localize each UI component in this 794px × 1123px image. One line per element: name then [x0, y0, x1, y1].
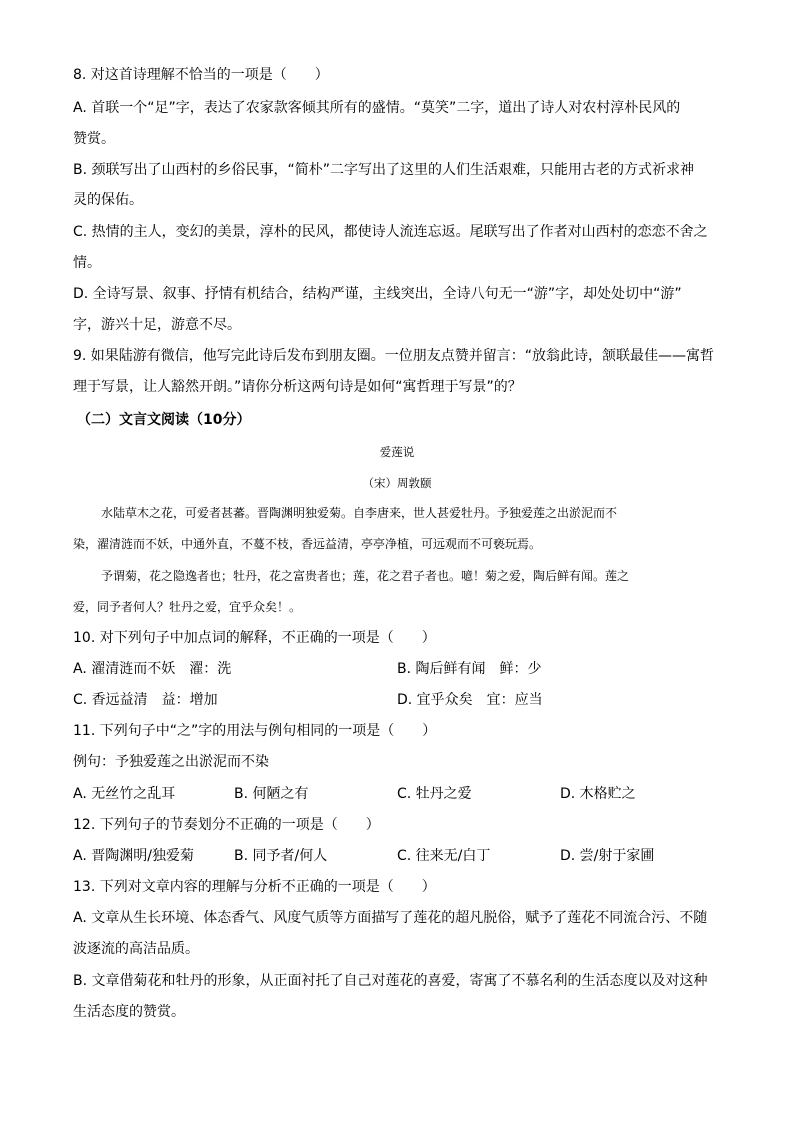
q9-line1: 9. 如果陆游有微信，他写完此诗后发布到朋友圈。一位朋友点赞并留言：“放翁此诗，颔联最佳——寓哲: [73, 348, 715, 364]
section-heading: （二）文言文阅读（10分）: [77, 412, 251, 428]
q10-option-c: C. 香远益清 益：增加: [73, 692, 218, 708]
q12-option-b: B. 同予者/何人: [234, 848, 328, 864]
q8-stem: 8. 对这首诗理解不恰当的一项是（ ）: [73, 67, 329, 83]
q11-example: 例句：予独爱莲之出淤泥而不染: [73, 754, 269, 770]
q13-option-b-line2: 生活态度的赞赏。: [73, 1004, 185, 1020]
q13-option-b-line1: B. 文章借菊花和牡丹的形象，从正面衬托了自己对莲花的喜爱，寄寓了不慕名利的生活态度以及对这种: [73, 973, 708, 989]
q8-option-a-line1: A. 首联一个“足”字，表达了农家款客倾其所有的盛情。“莫笑”二字，道出了诗人对农村淳朴民风的: [73, 100, 681, 116]
q11-option-a: A. 无丝竹之乱耳: [73, 786, 176, 802]
passage-p1-line1: 水陆草木之花，可爱者甚蕃。晋陶渊明独爱菊。自李唐来，世人甚爱牡丹。予独爱莲之出淤泥而不: [101, 506, 618, 520]
q10-stem: 10. 对下列句子中加点词的解释，不正确的一项是（ ）: [73, 630, 436, 646]
q13-option-a-line1: A. 文章从生长环境、体态香气、风度气质等方面描写了莲花的超凡脱俗，赋予了莲花不同流合污、不随: [73, 910, 708, 926]
passage-author: （宋）周敦颐: [362, 476, 432, 490]
q8-option-c-line1: C. 热情的主人，变幻的美景，淳朴的民风，都使诗人流连忘返。尾联写出了作者对山西村的恋恋不舍之: [73, 224, 708, 240]
q12-option-a: A. 晋陶渊明/独爱菊: [73, 848, 194, 864]
passage-title: 爱莲说: [379, 445, 415, 459]
q10-option-a: A. 濯清涟而不妖 濯：洗: [73, 661, 232, 677]
q10-option-d: D. 宜乎众矣 宜：应当: [397, 692, 543, 708]
q8-option-b-line2: 灵的保佑。: [73, 192, 143, 208]
q10-option-b: B. 陶后鲜有闻 鲜：少: [397, 661, 542, 677]
q8-option-d-line1: D. 全诗写景、叙事、抒情有机结合，结构严谨，主线突出，全诗八句无一“游”字，却处处切中“游”: [73, 286, 682, 302]
q11-option-c: C. 牡丹之爱: [397, 786, 472, 802]
q8-option-b-line1: B. 颈联写出了山西村的乡俗民事，“简朴”二字写出了这里的人们生活艰难，只能用古老的方式祈求神: [73, 162, 695, 178]
q8-option-a-line2: 赞赏。: [73, 131, 115, 147]
q8-option-c-line2: 情。: [73, 255, 101, 271]
q11-option-d: D. 木格贮之: [560, 786, 636, 802]
q11-stem: 11. 下列句子中“之”字的用法与例句相同的一项是（ ）: [73, 723, 437, 739]
q12-option-c: C. 往来无/白丁: [397, 848, 491, 864]
q12-option-d: D. 尝/射于家圃: [560, 848, 655, 864]
q9-line2: 理于写景，让人豁然开朗。”请你分析这两句诗是如何“寓哲理于写景”的？: [73, 379, 522, 395]
q11-option-b: B. 何陋之有: [234, 786, 309, 802]
passage-p1-line2: 染，濯清涟而不妖，中通外直，不蔓不枝，香远益清，亭亭净植，可远观而不可亵玩焉。: [73, 537, 542, 551]
q8-option-d-line2: 字，游兴十足，游意不尽。: [73, 317, 241, 333]
passage-p2-line2: 爱，同予者何人？牡丹之爱，宜乎众矣！。: [73, 600, 302, 614]
q12-stem: 12. 下列句子的节奏划分不正确的一项是（ ）: [73, 817, 380, 833]
q13-stem: 13. 下列对文章内容的理解与分析不正确的一项是（ ）: [73, 879, 436, 895]
q13-option-a-line2: 波逐流的高洁品质。: [73, 941, 199, 957]
passage-p2-line1: 予谓菊，花之隐逸者也；牡丹，花之富贵者也；莲，花之君子者也。噫！菊之爱，陶后鲜有闻。莲之: [101, 569, 630, 583]
